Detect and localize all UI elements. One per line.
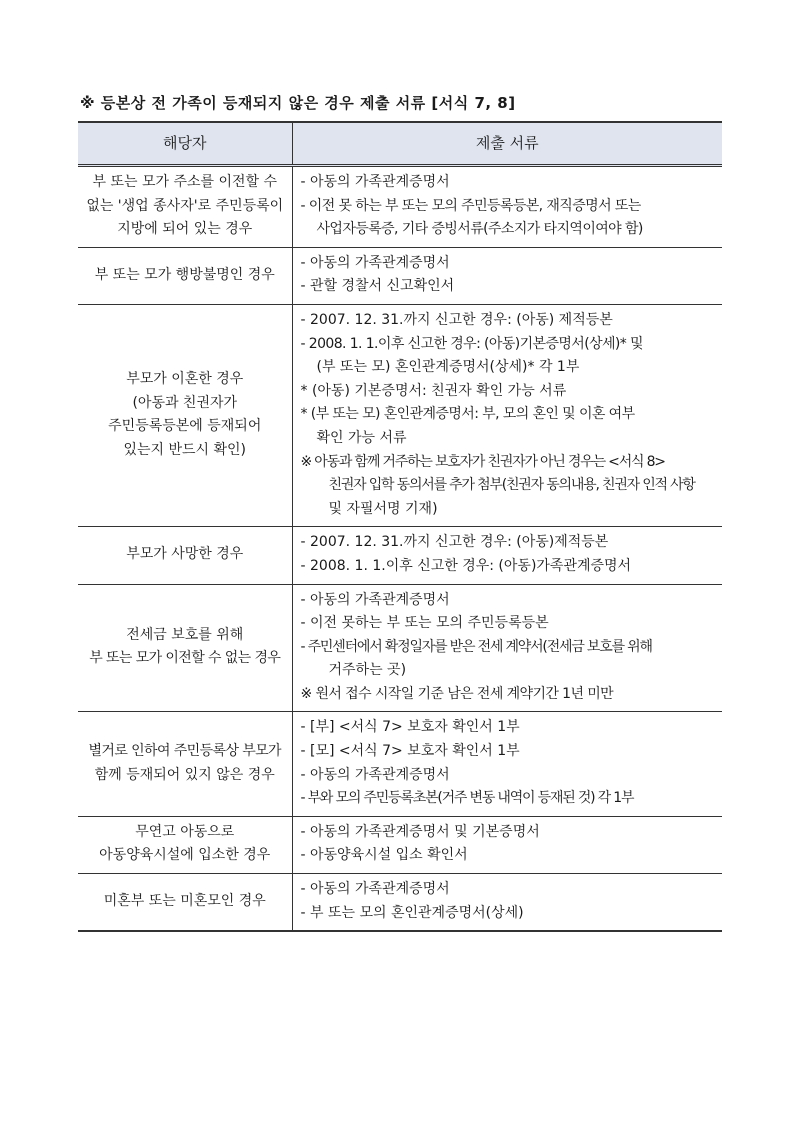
applicant-line: 주민등록등본에 등재되어	[108, 418, 262, 435]
document-line: - 2008. 1. 1.이후 신고한 경우: (아동)가족관계증명서	[300, 557, 632, 574]
document-line: - [모] <서식 7> 보호자 확인서 1부	[300, 743, 520, 760]
applicant-cell	[78, 816, 292, 873]
document-line: ※ 아동과 함께 거주하는 보호자가 친권자가 아닌 경우는 <서식 8>	[300, 453, 665, 470]
table-row	[78, 584, 722, 712]
document-line: - [부] <서식 7> 보호자 확인서 1부	[300, 719, 520, 736]
table-header-row	[78, 122, 722, 166]
document-line: - 부와 모의 주민등록초본(거주 변동 내역이 등재된 것) 각 1부	[300, 790, 634, 807]
applicant-line: 무연고 아동으로	[135, 823, 235, 840]
documents-cell	[292, 816, 722, 873]
applicant-line: 아동양육시설에 입소한 경우	[99, 847, 271, 864]
documents-cell	[292, 527, 722, 584]
document-line: - 이전 못하는 부 또는 모의 주민등록등본	[300, 615, 549, 632]
applicant-line: 함께 등재되어 있지 않은 경우	[94, 766, 275, 783]
applicant-cell	[78, 247, 292, 304]
table-row	[78, 712, 722, 816]
applicant-line: 부 또는 모가 이전할 수 없는 경우	[89, 650, 281, 667]
document-line: * (아동) 기본증명서: 친권자 확인 가능 서류	[300, 382, 567, 399]
document-line: 사업자등록증, 기타 증빙서류(주소지가 타지역이여야 함)	[316, 221, 643, 238]
document-line: - 아동의 가족관계증명서	[300, 174, 450, 190]
applicant-cell	[78, 712, 292, 816]
document-line: - 관할 경찰서 신고확인서	[300, 278, 455, 295]
applicant-line: 부모가 사망한 경우	[126, 546, 244, 563]
applicant-cell	[78, 166, 292, 248]
applicant-line: 미혼부 또는 미혼모인 경우	[103, 892, 266, 909]
table-row	[78, 816, 722, 873]
document-line: 및 자필서명 기재)	[328, 500, 438, 517]
document-title: ※ 등본상 전 가족이 등재되지 않은 경우 제출 서류 [서식 7, 8]	[80, 94, 516, 112]
applicant-line: 부 또는 모가 주소를 이전할 수	[92, 174, 278, 190]
document-line: - 주민센터에서 확정일자를 받은 전세 계약서(전세금 보호를 위해	[300, 638, 652, 655]
documents-cell	[292, 247, 722, 304]
applicant-line: 부 또는 모가 행방불명인 경우	[94, 266, 275, 283]
document-line: 확인 가능 서류	[316, 429, 407, 446]
document-line: - 아동의 가족관계증명서 및 기본증명서	[300, 823, 540, 840]
applicant-line: 있는지 반드시 확인)	[123, 441, 247, 458]
documents-cell	[292, 584, 722, 712]
documents-cell	[292, 166, 722, 248]
documents-cell	[292, 874, 722, 932]
applicant-line: 없는 '생업 종사자'로 주민등록이	[86, 197, 284, 214]
document-line: - 이전 못 하는 부 또는 모의 주민등록등본, 재직증명서 또는	[300, 197, 641, 214]
header-documents: 제출 서류	[292, 122, 722, 166]
applicant-line: 전세금 보호를 위해	[126, 626, 244, 643]
document-line: - 아동양육시설 입소 확인서	[300, 847, 468, 864]
document-line: - 2008. 1. 1.이후 신고한 경우: (아동)기본증명서(상세)* 및	[300, 335, 643, 352]
applicant-cell	[78, 584, 292, 712]
table-row	[78, 166, 722, 248]
applicant-line: 별거로 인하여 주민등록상 부모가	[88, 743, 281, 760]
document-line: 친권자 입학 동의서를 추가 첨부(친권자 동의내용, 친권자 인적 사항	[328, 477, 695, 494]
document-line: - 아동의 가족관계증명서	[300, 591, 450, 608]
applicant-line: 부모가 이혼한 경우	[126, 370, 244, 387]
document-line: - 부 또는 모의 혼인관계증명서(상세)	[300, 904, 524, 921]
document-line: - 아동의 가족관계증명서	[300, 254, 450, 271]
applicant-cell	[78, 874, 292, 932]
document-line: - 아동의 가족관계증명서	[300, 766, 450, 783]
applicant-line: 지방에 되어 있는 경우	[117, 221, 253, 238]
documents-cell	[292, 712, 722, 816]
header-applicant: 해당자	[78, 122, 292, 166]
applicant-cell	[78, 527, 292, 584]
document-line: * (부 또는 모) 혼인관계증명서: 부, 모의 혼인 및 이혼 여부	[300, 406, 635, 423]
required-documents-table	[78, 121, 722, 932]
documents-cell	[292, 304, 722, 526]
document-line: 거주하는 곳)	[328, 662, 407, 679]
document-line: - 2007. 12. 31.까지 신고한 경우: (아동)제적등본	[300, 534, 609, 551]
applicant-cell	[78, 304, 292, 526]
table-row	[78, 304, 722, 526]
document-line: - 2007. 12. 31.까지 신고한 경우: (아동) 제적등본	[300, 311, 613, 328]
document-line: - 아동의 가족관계증명서	[300, 881, 450, 898]
table-row	[78, 247, 722, 304]
applicant-line: (아동과 친권자가	[132, 394, 238, 411]
table-row	[78, 874, 722, 932]
table-row	[78, 527, 722, 584]
document-line: (부 또는 모) 혼인관계증명서(상세)* 각 1부	[316, 359, 580, 376]
document-line: ※ 원서 접수 시작일 기준 남은 전세 계약기간 1년 미만	[300, 685, 614, 702]
